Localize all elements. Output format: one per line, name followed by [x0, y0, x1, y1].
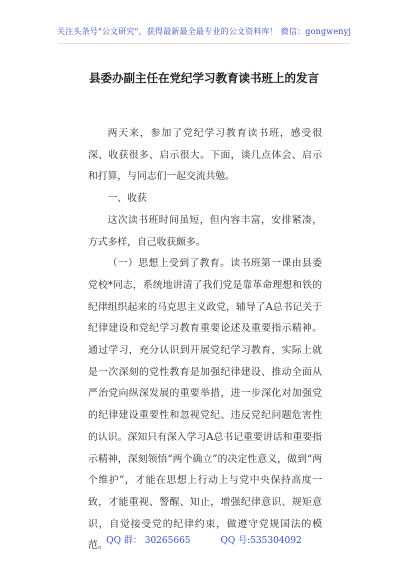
intro-paragraph: 两天来，参加了党纪学习教育读书班，感受很深、收获很多、启示很大。下面，谈几点体会、启示和打算，与同志们一起交流共勉。	[88, 128, 322, 183]
qq-group: QQ 群： 30265665	[106, 536, 191, 546]
document-title: 县委办副主任在党纪学习教育读书班上的发言	[89, 71, 319, 85]
body-paragraph: 这次读书班时间虽短，但内容丰富，安排紧凑，方式多样，自己收获颇多。	[88, 214, 322, 248]
document-body	[88, 123, 322, 557]
qq-number: QQ 号:535304092	[220, 536, 302, 546]
header-divider	[58, 43, 350, 44]
header-note: 关注头条号"公文研究"，获得最新最全最专业的公文资料库！ 微信：gongwenyj	[56, 27, 352, 36]
footer-contact	[0, 533, 408, 546]
section-heading: 一、收获	[107, 193, 147, 205]
body-paragraph: （一）思想上受到了教育。读书班第一课由县委党校*同志，系统地讲清了我们党是靠革命理想和铁的纪律组织起来的马克思主义政党，辅导了A总书记关于纪律建设和党纪学习教育重要论述及重要指示精神。通过学习，充分认识到开展党纪学习教育，实际上就是一次深刻的党性教育是加强纪律建设、推动全面从严治党向纵深发展的重要举措，进一步深化对加强党的纪律建设重要性和忽视党纪、违反党纪问题危害性的认识。深知只有深入学习A总书记重要讲话和重要指示精神，深刻领悟“两个确立”的决定性意义，做到“两个维护”，才能在思想上行动上与党中央保持高度一致，才能重视、警醒、知止，增强纪律意识、规矩意识，自觉接受党的纪律约束，做遵守党规国法的模范。	[88, 258, 322, 552]
